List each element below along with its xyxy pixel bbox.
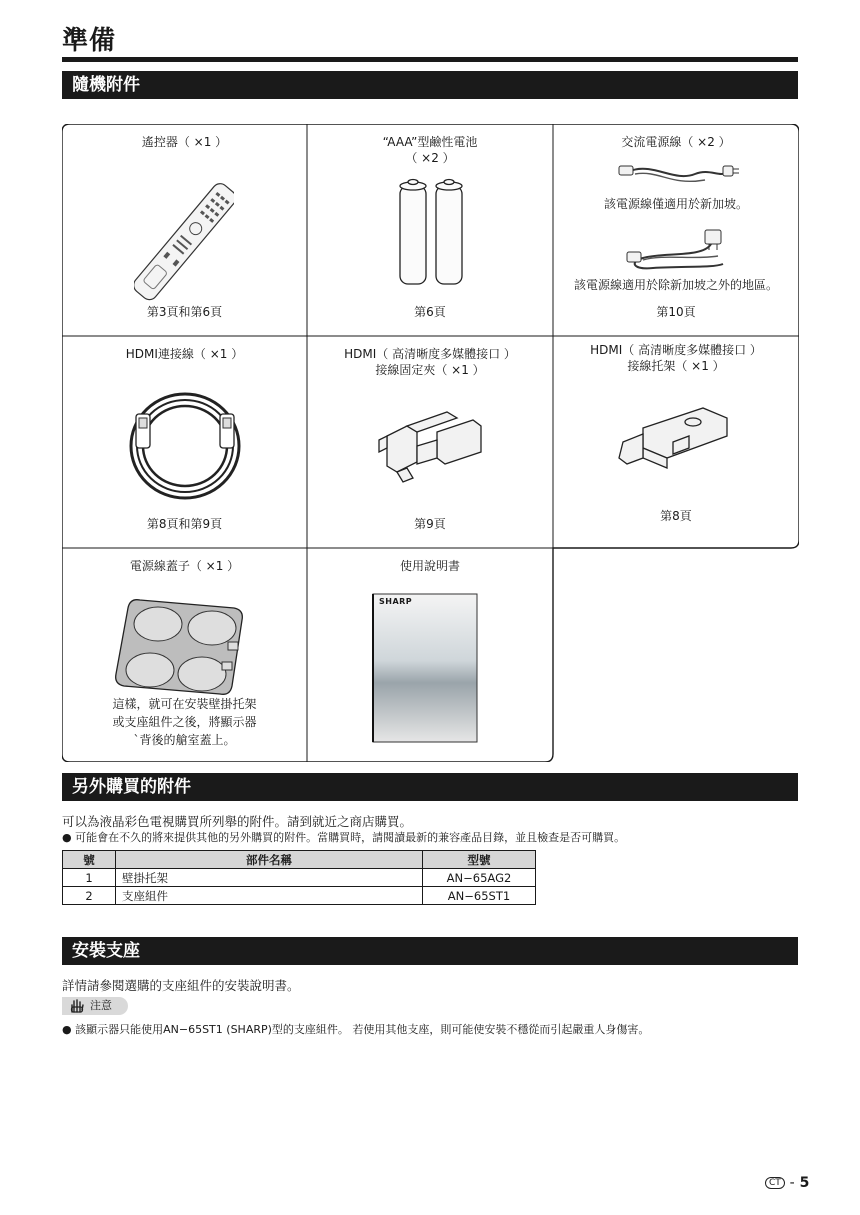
table-row	[63, 887, 536, 905]
accessory-remote	[62, 124, 307, 336]
table-cell-model: AN−65ST1	[423, 887, 536, 905]
hdmi-clamp-icon	[377, 406, 487, 486]
hdmi-cable-icon	[124, 384, 246, 504]
caution-badge	[62, 997, 128, 1015]
remote-control-icon	[134, 176, 234, 306]
manual-brand-label: SHARP	[379, 597, 413, 606]
accessory-hdmi-bracket	[553, 336, 799, 548]
stand-bullet	[62, 1021, 649, 1037]
table-cell-model: AN−65AG2	[423, 869, 536, 887]
page-title: 準備	[62, 26, 117, 56]
accessory-batteries	[307, 124, 553, 336]
optional-bullet-text: 可能會在不久的將來提供其他的另外購買的附件。當購買時，請閱讀最新的兼容產品目錄，並且檢查是否可購買。	[75, 831, 626, 844]
accessory-name: HDMI連接線（ ×1 ）	[125, 347, 244, 361]
stand-intro: 詳情請參閱選購的支座組件的安裝說明書。	[62, 978, 300, 993]
accessory-name-line2: 接線固定夾（ ×1 ）	[375, 363, 485, 377]
accessory-name: 使用說明書	[399, 559, 460, 573]
bullet-icon: ●	[62, 1023, 72, 1036]
accessory-hdmi-clamp	[307, 336, 553, 548]
accessory-name-line2: （ ×2 ）	[405, 151, 455, 165]
accessory-name-line2: 接線托架（ ×1 ）	[627, 359, 725, 373]
table-cell-part-name: 支座組件	[116, 887, 423, 905]
table-row	[63, 869, 536, 887]
table-header-row	[63, 851, 536, 869]
accessory-page-ref: 第9頁	[414, 517, 446, 531]
accessories-grid	[62, 124, 799, 762]
hdmi-bracket-icon	[613, 398, 733, 478]
optional-accessory-table	[62, 850, 536, 905]
caution-hand-icon	[69, 999, 85, 1013]
title-rule	[62, 57, 798, 62]
accessory-note-other-regions: 該電源線適用於除新加坡之外的地區。	[573, 278, 778, 292]
manual-book-icon	[369, 592, 479, 744]
accessory-name: 遙控器（ ×1 ）	[141, 135, 228, 149]
accessory-page-ref: 第8頁	[660, 509, 692, 523]
optional-intro: 可以為液晶彩色電視購買所列舉的附件。請到就近之商店購買。	[62, 814, 413, 829]
accessory-hdmi-cable	[62, 336, 307, 548]
power-cord-uk-icon	[623, 228, 733, 272]
section-heading-stand: 安裝支座	[62, 937, 798, 965]
section-heading-optional: 另外購買的附件	[62, 773, 798, 801]
accessory-note-line1: 這樣，就可在安裝壁掛托架	[112, 697, 257, 711]
bullet-icon: ●	[62, 831, 72, 844]
table-cell-number: 2	[63, 887, 116, 905]
power-cord-icon	[615, 160, 740, 190]
accessory-page-ref: 第10頁	[656, 305, 696, 319]
region-badge: CT	[765, 1177, 785, 1189]
accessory-name-line1: “AAA”型鹼性電池	[382, 135, 478, 149]
accessory-page-ref: 第6頁	[414, 305, 446, 319]
accessory-name-line1: HDMI（ 高清晰度多媒體接口 ）	[590, 343, 762, 357]
page-footer	[765, 1175, 809, 1191]
accessory-cord-cover	[62, 548, 307, 762]
page-number: 5	[799, 1175, 810, 1191]
table-header-part-name: 部件名稱	[116, 851, 423, 869]
section-heading-accessories: 隨機附件	[62, 71, 798, 99]
accessory-note-line2: 或支座組件之後，將顯示器	[112, 715, 257, 729]
accessory-name-line1: HDMI（ 高清晰度多媒體接口 ）	[344, 347, 516, 361]
accessory-manual	[307, 548, 553, 762]
cord-cover-icon	[110, 594, 250, 704]
footer-dash: -	[789, 1175, 795, 1191]
stand-bullet-text: 該顯示器只能使用AN−65ST1 (SHARP)型的支座組件。 若使用其他支座，則可能使安裝不穩從而引起嚴重人身傷害。	[75, 1023, 650, 1036]
optional-bullet	[62, 829, 625, 845]
caution-label: 注意	[90, 999, 112, 1012]
table-cell-number: 1	[63, 869, 116, 887]
accessory-page-ref: 第3頁和第6頁	[146, 305, 223, 319]
accessory-note-line3: `背後的艙室蓋上。	[133, 733, 236, 747]
accessory-name: 電源線蓋子（ ×1 ）	[129, 559, 240, 573]
table-header-number: 號	[63, 851, 116, 869]
accessory-note-singapore: 該電源線僅適用於新加坡。	[603, 197, 748, 211]
accessory-ac-cord	[553, 124, 799, 336]
accessory-name: 交流電源線（ ×2 ）	[621, 135, 731, 149]
table-cell-part-name: 壁掛托架	[116, 869, 423, 887]
accessory-page-ref: 第8頁和第9頁	[146, 517, 223, 531]
battery-icon	[392, 176, 472, 291]
table-header-model: 型號	[423, 851, 536, 869]
